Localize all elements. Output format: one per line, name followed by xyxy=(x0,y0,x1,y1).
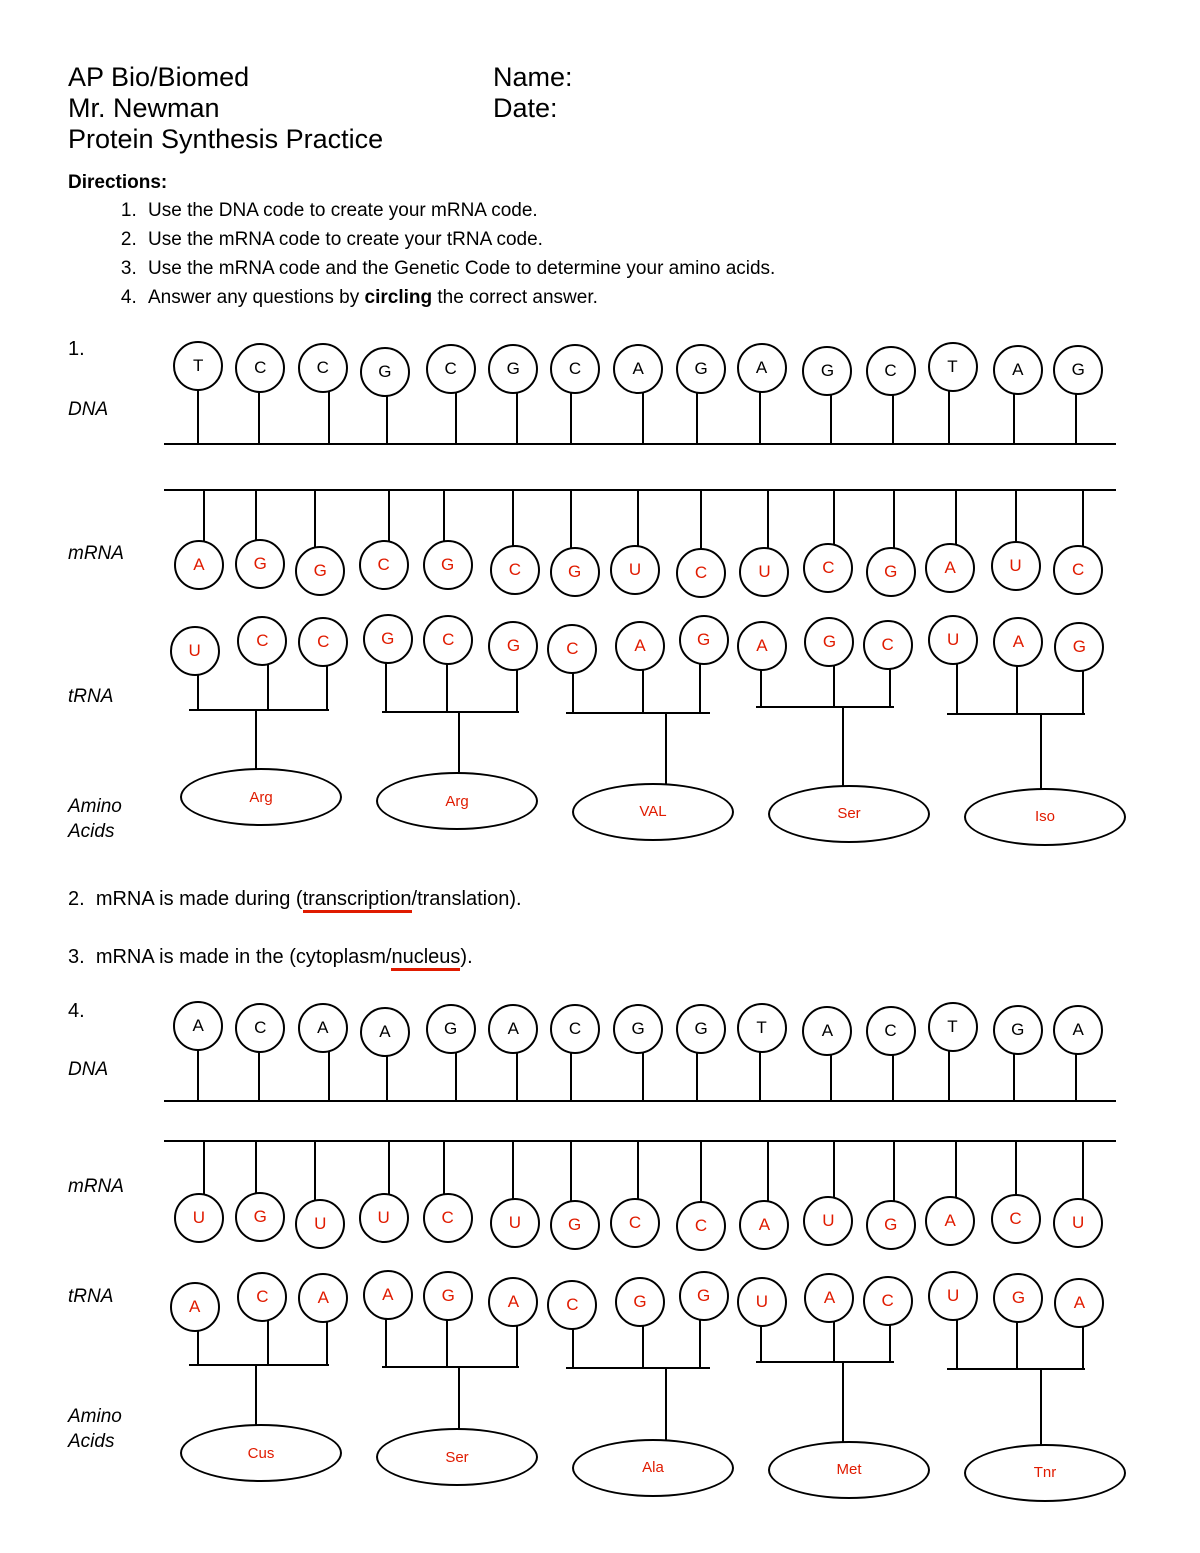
trna-codon-leg xyxy=(385,1318,387,1367)
dna-backbone xyxy=(164,443,1116,445)
mrna-base-circle: U xyxy=(174,1193,224,1243)
amino-acid-oval: Ser xyxy=(768,785,930,843)
trna-codon-leg xyxy=(1016,1321,1018,1371)
trna-base-circle: A xyxy=(804,1273,854,1323)
amino-acid-oval: Ala xyxy=(572,1439,734,1497)
amino-acid-oval: Tnr xyxy=(964,1444,1126,1502)
dna-base-circle: C xyxy=(550,1004,600,1054)
mrna-base-circle: C xyxy=(991,1194,1041,1244)
dna-stem xyxy=(516,392,518,443)
problem-4-dna-label: DNA xyxy=(68,1059,109,1080)
dna-stem xyxy=(1013,1053,1015,1100)
problem-1-dna-label: DNA xyxy=(68,399,109,420)
problem-4-trna-label: tRNA xyxy=(68,1286,114,1307)
amino-acid-oval: Arg xyxy=(376,772,538,830)
dna-base-circle: G xyxy=(676,1004,726,1054)
mrna-stem xyxy=(388,489,390,543)
mrna-base-circle: A xyxy=(739,1200,789,1250)
mrna-base-circle: U xyxy=(991,541,1041,591)
dna-base-circle: T xyxy=(928,342,978,392)
dna-base-circle: G xyxy=(360,347,410,397)
dna-stem xyxy=(642,1052,644,1100)
amino-acid-connector xyxy=(842,1361,844,1445)
dna-base-circle: G xyxy=(802,346,852,396)
dna-base-circle: C xyxy=(235,1003,285,1053)
mrna-base-circle: C xyxy=(610,1198,660,1248)
amino-acid-oval: VAL xyxy=(572,783,734,841)
question-2-post: ). xyxy=(509,888,522,910)
direction-item: 1. Use the DNA code to create your mRNA code. xyxy=(142,196,775,225)
dna-stem xyxy=(1013,393,1015,443)
page-title: Protein Synthesis Practice xyxy=(68,124,384,154)
amino-acid-connector xyxy=(665,712,667,786)
question-2-pre: mRNA is made during ( xyxy=(95,888,303,910)
amino-acid-connector xyxy=(1040,1368,1042,1447)
direction-item: 2. Use the mRNA code to create your tRNA code. xyxy=(142,225,775,254)
dna-base-circle: A xyxy=(1053,1005,1103,1055)
mrna-stem xyxy=(700,1140,702,1204)
trna-base-circle: G xyxy=(1054,622,1104,672)
trna-codon-leg xyxy=(267,1320,269,1365)
trna-base-circle: A xyxy=(1054,1278,1104,1328)
trna-base-circle: G xyxy=(423,1271,473,1321)
mrna-stem xyxy=(700,489,702,551)
name-label: Name: xyxy=(493,62,573,92)
dna-base-circle: A xyxy=(298,1003,348,1053)
trna-base-circle: G xyxy=(804,617,854,667)
problem-4-amino-label-2: Acids xyxy=(68,1431,115,1452)
question-2 xyxy=(68,888,522,911)
trna-codon-bar xyxy=(566,712,709,714)
mrna-base-circle: A xyxy=(174,540,224,590)
trna-codon-bar xyxy=(947,713,1085,715)
trna-codon-leg xyxy=(326,1321,328,1366)
mrna-stem xyxy=(767,1140,769,1203)
problem-4-amino-label-1: Amino xyxy=(68,1406,122,1427)
dna-stem xyxy=(328,391,330,443)
dna-stem xyxy=(1075,393,1077,443)
dna-stem xyxy=(386,395,388,443)
question-3 xyxy=(68,946,473,969)
amino-acid-oval: Arg xyxy=(180,768,342,826)
dna-base-circle: C xyxy=(426,344,476,394)
dna-base-circle: A xyxy=(993,345,1043,395)
amino-acid-oval: Met xyxy=(768,1441,930,1499)
mrna-stem xyxy=(1082,489,1084,548)
question-2-choice-transcription[interactable]: transcription xyxy=(303,888,412,913)
dna-base-circle: A xyxy=(173,1001,223,1051)
question-3-post: ). xyxy=(460,946,473,968)
trna-codon-leg xyxy=(833,1321,835,1363)
mrna-base-circle: G xyxy=(866,1200,916,1250)
date-label: Date: xyxy=(493,93,558,123)
problem-1-mrna-label: mRNA xyxy=(68,543,124,564)
mrna-base-circle: U xyxy=(803,1196,853,1246)
dna-stem xyxy=(258,1051,260,1100)
trna-codon-leg xyxy=(833,665,835,708)
trna-codon-leg xyxy=(642,669,644,715)
dna-stem xyxy=(892,394,894,443)
dna-base-circle: C xyxy=(550,344,600,394)
mrna-base-circle: U xyxy=(359,1193,409,1243)
trna-base-circle: U xyxy=(928,1271,978,1321)
question-3-number: 3. xyxy=(68,946,85,968)
trna-base-circle: C xyxy=(863,1276,913,1326)
mrna-stem xyxy=(1015,489,1017,544)
trna-codon-bar xyxy=(566,1367,709,1369)
dna-base-circle: A xyxy=(488,1004,538,1054)
problem-1-amino-label-1: Amino xyxy=(68,796,122,817)
trna-base-circle: C xyxy=(547,624,597,674)
trna-codon-leg xyxy=(385,662,387,712)
trna-base-circle: A xyxy=(615,621,665,671)
trna-base-circle: G xyxy=(993,1273,1043,1323)
mrna-base-circle: G xyxy=(295,546,345,596)
trna-base-circle: G xyxy=(615,1277,665,1327)
dna-base-circle: G xyxy=(613,1004,663,1054)
directions-list xyxy=(100,196,775,312)
problem-1-amino-label-2: Acids xyxy=(68,821,115,842)
trna-codon-leg xyxy=(572,672,574,714)
problem-1-number: 1. xyxy=(68,338,85,360)
dna-base-circle: G xyxy=(426,1004,476,1054)
dna-stem xyxy=(759,1051,761,1100)
mrna-stem xyxy=(570,489,572,550)
amino-acid-connector xyxy=(255,1364,257,1429)
trna-base-circle: A xyxy=(298,1273,348,1323)
mrna-stem xyxy=(255,1140,257,1195)
mrna-base-circle: C xyxy=(490,545,540,595)
dna-backbone xyxy=(164,1100,1116,1102)
dna-base-circle: C xyxy=(866,346,916,396)
trna-base-circle: U xyxy=(737,1277,787,1327)
dna-base-circle: G xyxy=(676,344,726,394)
trna-codon-leg xyxy=(699,1319,701,1369)
direction-item-4-bold: circling xyxy=(364,287,433,308)
direction-item xyxy=(142,283,775,312)
mrna-base-circle: G xyxy=(550,1200,600,1250)
amino-acid-connector xyxy=(665,1367,667,1442)
trna-codon-leg xyxy=(446,663,448,713)
trna-codon-bar xyxy=(382,1366,520,1368)
trna-codon-leg xyxy=(326,665,328,711)
question-3-mid: / xyxy=(385,946,392,968)
trna-codon-bar xyxy=(947,1368,1085,1370)
mrna-stem xyxy=(893,1140,895,1203)
dna-stem xyxy=(455,392,457,443)
mrna-stem xyxy=(893,489,895,550)
trna-codon-leg xyxy=(267,664,269,710)
dna-base-circle: C xyxy=(298,343,348,393)
trna-codon-leg xyxy=(197,1330,199,1366)
trna-base-circle: U xyxy=(170,626,220,676)
trna-base-circle: C xyxy=(547,1280,597,1330)
mrna-base-circle: C xyxy=(803,543,853,593)
amino-acid-connector xyxy=(842,706,844,789)
dna-stem xyxy=(948,1050,950,1100)
mrna-base-circle: A xyxy=(925,543,975,593)
trna-codon-leg xyxy=(889,668,891,708)
amino-acid-oval: Cus xyxy=(180,1424,342,1482)
trna-codon-leg xyxy=(642,1325,644,1370)
trna-codon-leg xyxy=(956,1319,958,1370)
mrna-stem xyxy=(512,1140,514,1201)
trna-base-circle: C xyxy=(423,615,473,665)
dna-stem xyxy=(516,1052,518,1100)
mrna-stem xyxy=(443,1140,445,1196)
mrna-stem xyxy=(203,489,205,543)
dna-stem xyxy=(197,389,199,443)
amino-acid-oval: Ser xyxy=(376,1428,538,1486)
dna-stem xyxy=(386,1055,388,1100)
mrna-base-circle: U xyxy=(1053,1198,1103,1248)
mrna-stem xyxy=(443,489,445,543)
dna-stem xyxy=(570,392,572,443)
header-row-teacher xyxy=(68,93,1128,124)
mrna-stem xyxy=(955,489,957,546)
mrna-stem xyxy=(203,1140,205,1196)
dna-base-circle: G xyxy=(1053,345,1103,395)
trna-codon-bar xyxy=(756,706,894,708)
dna-base-circle: A xyxy=(737,343,787,393)
dna-stem xyxy=(696,1052,698,1100)
trna-codon-leg xyxy=(699,663,701,714)
amino-acid-oval: Iso xyxy=(964,788,1126,846)
dna-stem xyxy=(197,1049,199,1100)
mrna-stem xyxy=(314,489,316,549)
mrna-stem xyxy=(833,489,835,546)
mrna-base-circle: U xyxy=(490,1198,540,1248)
dna-stem xyxy=(830,394,832,443)
dna-stem xyxy=(328,1051,330,1100)
dna-stem xyxy=(258,391,260,443)
mrna-base-circle: U xyxy=(739,547,789,597)
dna-stem xyxy=(455,1052,457,1100)
problem-1-trna-label: tRNA xyxy=(68,686,114,707)
trna-codon-leg xyxy=(1082,1326,1084,1371)
trna-codon-leg xyxy=(889,1324,891,1363)
dna-base-circle: C xyxy=(866,1006,916,1056)
mrna-stem xyxy=(1082,1140,1084,1201)
mrna-stem xyxy=(570,1140,572,1203)
question-3-pre: mRNA is made in the ( xyxy=(95,946,296,968)
mrna-stem xyxy=(767,489,769,550)
mrna-base-circle: G xyxy=(235,1192,285,1242)
question-3-choice-cytoplasm[interactable]: cytoplasm xyxy=(295,946,386,968)
mrna-stem xyxy=(955,1140,957,1199)
trna-base-circle: A xyxy=(737,621,787,671)
mrna-stem xyxy=(255,489,257,542)
mrna-stem xyxy=(388,1140,390,1196)
trna-base-circle: C xyxy=(863,620,913,670)
direction-item: 3. Use the mRNA code and the Genetic Code to determine your amino acids. xyxy=(142,254,775,283)
trna-codon-leg xyxy=(956,663,958,715)
mrna-base-circle: C xyxy=(359,540,409,590)
trna-codon-leg xyxy=(760,669,762,707)
mrna-stem xyxy=(637,1140,639,1201)
dna-base-circle: T xyxy=(737,1003,787,1053)
mrna-stem xyxy=(314,1140,316,1202)
mrna-base-circle: G xyxy=(423,540,473,590)
direction-item-4-post: the correct answer. xyxy=(432,287,598,308)
mrna-stem xyxy=(637,489,639,548)
trna-base-circle: A xyxy=(170,1282,220,1332)
page-header xyxy=(68,62,1128,155)
trna-codon-leg xyxy=(446,1319,448,1368)
trna-base-circle: G xyxy=(488,621,538,671)
direction-item-4-pre: Answer any questions by xyxy=(148,287,365,308)
mrna-backbone xyxy=(164,1140,1116,1142)
dna-stem xyxy=(759,391,761,443)
mrna-base-circle: C xyxy=(423,1193,473,1243)
trna-codon-leg xyxy=(760,1325,762,1362)
dna-base-circle: T xyxy=(928,1002,978,1052)
mrna-base-circle: C xyxy=(676,1201,726,1251)
amino-acid-connector xyxy=(255,709,257,773)
amino-acid-connector xyxy=(1040,713,1042,791)
dna-stem xyxy=(830,1054,832,1100)
trna-codon-leg xyxy=(1082,670,1084,716)
mrna-base-circle: G xyxy=(866,547,916,597)
question-2-number: 2. xyxy=(68,888,85,910)
mrna-base-circle: C xyxy=(676,548,726,598)
mrna-base-circle: U xyxy=(295,1199,345,1249)
teacher-name: Mr. Newman xyxy=(68,93,220,123)
amino-acid-connector xyxy=(458,1366,460,1433)
dna-base-circle: G xyxy=(488,344,538,394)
dna-stem xyxy=(696,392,698,443)
trna-codon-leg xyxy=(1016,665,1018,716)
mrna-base-circle: A xyxy=(925,1196,975,1246)
mrna-base-circle: G xyxy=(235,539,285,589)
trna-codon-bar xyxy=(189,709,330,711)
trna-base-circle: C xyxy=(237,616,287,666)
trna-codon-bar xyxy=(382,711,520,713)
trna-base-circle: C xyxy=(298,617,348,667)
dna-stem xyxy=(570,1052,572,1100)
trna-base-circle: U xyxy=(928,615,978,665)
trna-codon-leg xyxy=(516,669,518,713)
dna-base-circle: A xyxy=(360,1007,410,1057)
dna-base-circle: G xyxy=(993,1005,1043,1055)
dna-stem xyxy=(892,1054,894,1100)
dna-base-circle: C xyxy=(235,343,285,393)
amino-acid-connector xyxy=(458,711,460,777)
dna-stem xyxy=(948,390,950,443)
question-3-choice-nucleus[interactable]: nucleus xyxy=(391,946,460,971)
dna-stem xyxy=(642,392,644,443)
trna-codon-leg xyxy=(197,674,199,711)
trna-codon-bar xyxy=(756,1361,894,1363)
trna-codon-leg xyxy=(516,1325,518,1368)
trna-codon-leg xyxy=(572,1328,574,1369)
dna-base-circle: A xyxy=(613,344,663,394)
problem-4-mrna-label: mRNA xyxy=(68,1176,124,1197)
trna-base-circle: G xyxy=(679,615,729,665)
course-name: AP Bio/Biomed xyxy=(68,62,250,92)
mrna-stem xyxy=(1015,1140,1017,1197)
trna-base-circle: G xyxy=(363,614,413,664)
mrna-stem xyxy=(833,1140,835,1199)
dna-base-circle: T xyxy=(173,341,223,391)
trna-codon-bar xyxy=(189,1364,330,1366)
trna-base-circle: A xyxy=(993,617,1043,667)
dna-stem xyxy=(1075,1053,1077,1100)
problem-4-number: 4. xyxy=(68,1000,85,1022)
header-row-course xyxy=(68,62,1128,93)
question-2-mid: / xyxy=(411,888,418,910)
trna-base-circle: A xyxy=(363,1270,413,1320)
trna-base-circle: G xyxy=(679,1271,729,1321)
mrna-base-circle: C xyxy=(1053,545,1103,595)
mrna-base-circle: U xyxy=(610,545,660,595)
dna-base-circle: A xyxy=(802,1006,852,1056)
mrna-stem xyxy=(512,489,514,548)
trna-base-circle: C xyxy=(237,1272,287,1322)
directions-label: Directions: xyxy=(68,172,168,193)
question-2-choice-translation[interactable]: translation xyxy=(417,888,510,910)
trna-base-circle: A xyxy=(488,1277,538,1327)
mrna-base-circle: G xyxy=(550,547,600,597)
mrna-backbone xyxy=(164,489,1116,491)
